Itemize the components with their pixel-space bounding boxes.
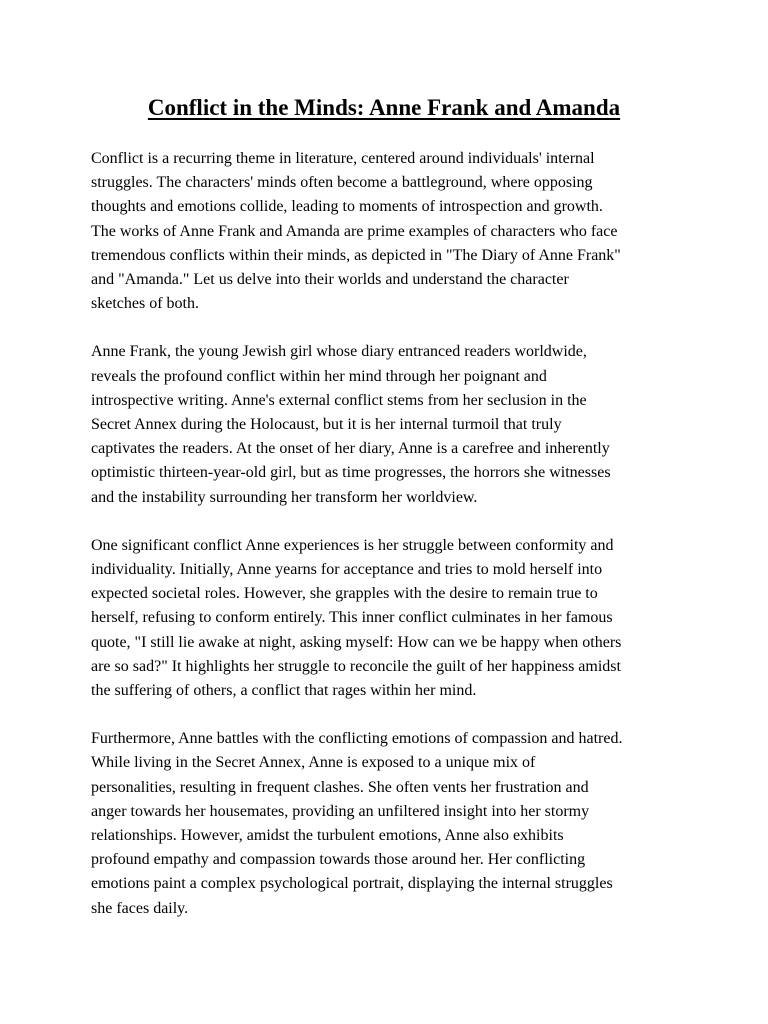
text-line: Anne Frank, the young Jewish girl whose diary entranced readers worldwide,: [91, 343, 587, 361]
text-line: tremendous conflicts within their minds, as depicted in "The Diary of Anne Frank": [91, 246, 621, 264]
page-title: Conflict in the Minds: Anne Frank and Amanda: [147, 95, 621, 120]
text-line: One significant conflict Anne experiences is her struggle between conformity and: [91, 536, 614, 554]
text-line: herself, refusing to conform entirely. This inner conflict culminates in her famous: [91, 609, 613, 627]
text-line: anger towards her housemates, providing an unfiltered insight into her stormy: [91, 802, 590, 820]
paragraph-conformity: [91, 534, 691, 703]
text-line: captivates the readers. At the onset of her diary, Anne is a carefree and inherently: [91, 440, 610, 458]
text-line: reveals the profound conflict within her mind through her poignant and: [91, 367, 547, 385]
text-line: quote, "I still lie awake at night, asking myself: How can we be happy when others: [91, 633, 622, 651]
text-line: optimistic thirteen-year-old girl, but as time progresses, the horrors she witnesses: [91, 464, 611, 482]
text-line: emotions paint a complex psychological portrait, displaying the internal struggles: [91, 875, 613, 893]
document-body: [91, 147, 691, 945]
text-line: While living in the Secret Annex, Anne is exposed to a unique mix of: [91, 754, 536, 772]
text-line: Secret Annex during the Holocaust, but it is her internal turmoil that truly: [91, 416, 562, 434]
text-line: sketches of both.: [91, 295, 199, 313]
text-line: thoughts and emotions collide, leading to moments of introspection and growth.: [91, 198, 603, 216]
text-line: Conflict is a recurring theme in literature, centered around individuals' internal: [91, 150, 595, 167]
text-line: and "Amanda." Let us delve into their worlds and understand the character: [91, 271, 569, 289]
text-line: the suffering of others, a conflict that rages within her mind.: [91, 682, 477, 700]
paragraph-intro: [91, 147, 691, 316]
text-line: relationships. However, amidst the turbulent emotions, Anne also exhibits: [91, 827, 564, 845]
text-line: profound empathy and compassion towards those around her. Her conflicting: [91, 851, 586, 869]
text-line: introspective writing. Anne's external conflict stems from her seclusion in the: [91, 391, 587, 409]
text-line: individuality. Initially, Anne yearns for acceptance and tries to mold herself into: [91, 561, 603, 579]
text-line: expected societal roles. However, she grapples with the desire to remain true to: [91, 585, 598, 603]
text-line: are so sad?" It highlights her struggle to reconcile the guilt of her happiness amidst: [91, 657, 621, 675]
text-line: and the instability surrounding her transform her worldview.: [91, 488, 478, 506]
paragraph-anne-frank: [91, 340, 691, 509]
text-line: Furthermore, Anne battles with the conflicting emotions of compassion and hatred.: [91, 730, 623, 748]
paragraph-compassion: [91, 727, 691, 921]
text-line: she faces daily.: [91, 899, 189, 917]
text-line: struggles. The characters' minds often become a battleground, where opposing: [91, 174, 593, 192]
text-line: personalities, resulting in frequent clashes. She often vents her frustration and: [91, 778, 589, 796]
text-line: The works of Anne Frank and Amanda are prime examples of characters who face: [91, 222, 618, 240]
